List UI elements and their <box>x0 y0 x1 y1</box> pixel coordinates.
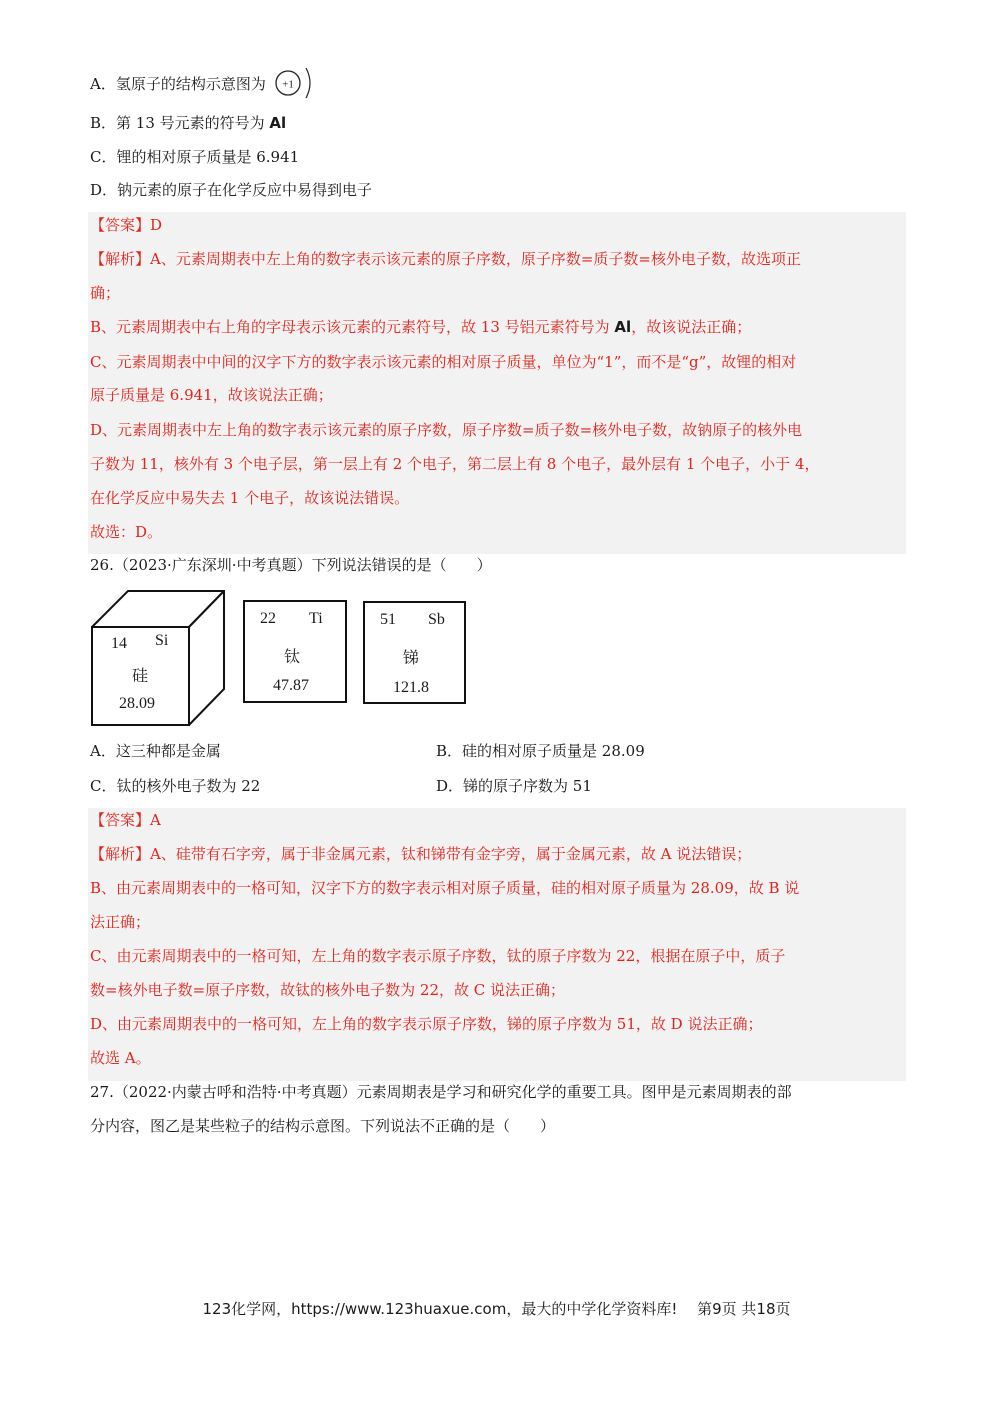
analysis-26-line-7: 故选 A。 <box>90 1049 151 1067</box>
al-symbol: Al <box>269 114 287 132</box>
analysis-26-line-4: C、由元素周期表中的一格可知，左上角的数字表示原子序数，钛的原子序数为 22，根据在原子中，质子 <box>90 947 786 965</box>
q26-option-d: D．锑的原子序数为 51 <box>436 777 592 795</box>
analysis-25-line-6: D、元素周期表中左上角的数字表示该元素的原子序数，原子序数=质子数=核外电子数，故钠原子的核外电 <box>90 421 803 439</box>
page-footer: 123化学网，https://www.123huaxue.com，最大的中学化学资料库! 第9页 共18页 <box>202 1300 791 1318</box>
si-symbol: Si <box>155 632 169 649</box>
option-b <box>90 113 286 133</box>
option-d: D．钠元素的原子在化学反应中易得到电子 <box>90 181 373 199</box>
element-cell-si <box>91 590 225 726</box>
option-a-text: A．氢原子的结构示意图为 <box>90 75 266 93</box>
al-symbol-answer: Al <box>614 318 632 336</box>
si-name: 硅 <box>132 666 149 685</box>
analysis-25-line-1: 【解析】A、元素周期表中左上角的数字表示该元素的原子序数，原子序数=质子数=核外电子数，故选项正 <box>90 250 801 268</box>
analysis-25-line-2: 确； <box>90 284 121 302</box>
analysis-25-line-3 <box>90 317 751 337</box>
si-atomic-number: 14 <box>111 635 127 652</box>
ti-symbol: Ti <box>309 610 323 627</box>
q26-option-c: C．钛的核外电子数为 22 <box>90 777 261 795</box>
analysis-25-line-7: 子数为 11，核外有 3 个电子层，第一层上有 2 个电子，第二层上有 8 个电子，最外层有 1 个电子，小于 4， <box>90 455 820 473</box>
analysis-25-line-5: 原子质量是 6.941，故该说法正确； <box>90 386 333 404</box>
analysis-25-line-9: 故选：D。 <box>90 523 163 541</box>
option-b-text: B．第 13 号元素的符号为 <box>90 114 270 132</box>
element-cell-ti <box>243 600 347 703</box>
sb-mass: 121.8 <box>393 679 429 696</box>
analysis-26-line-6: D、由元素周期表中的一格可知，左上角的数字表示原子序数，锑的原子序数为 51，故 D 说法正确； <box>90 1015 763 1033</box>
ti-atomic-number: 22 <box>260 610 276 627</box>
si-mass: 28.09 <box>119 695 155 712</box>
sb-symbol: Sb <box>428 611 445 628</box>
question-27-line-2: 分内容，图乙是某些粒子的结构示意图。下列说法不正确的是（ ） <box>90 1117 556 1135</box>
answer-26: 【答案】A <box>90 811 161 829</box>
question-27-line-1: 27.（2022·内蒙古呼和浩特·中考真题）元素周期表是学习和研究化学的重要工具。图甲是元素周期表的部 <box>90 1083 792 1101</box>
element-cell-sb <box>363 601 466 704</box>
hydrogen-atom-diagram <box>273 70 321 100</box>
analysis-25-line-8: 在化学反应中易失去 1 个电子，故该说法错误。 <box>90 489 410 507</box>
option-c: C．锂的相对原子质量是 6.941 <box>90 148 300 166</box>
analysis-26-line-3: 法正确； <box>90 913 151 931</box>
answer-25: 【答案】D <box>90 216 163 234</box>
analysis-25-line-3-text: B、元素周期表中右上角的字母表示该元素的元素符号，故 13 号铝元素符号为 <box>90 318 615 336</box>
ti-name: 钛 <box>284 647 301 666</box>
nucleus-charge-label: +1 <box>281 78 294 91</box>
ti-mass: 47.87 <box>273 677 309 694</box>
sb-atomic-number: 51 <box>380 611 396 628</box>
analysis-26-line-5: 数=核外电子数=原子序数，故钛的核外电子数为 22，故 C 说法正确； <box>90 981 566 999</box>
analysis-26-line-1: 【解析】A、硅带有石字旁，属于非金属元素，钛和锑带有金字旁，属于金属元素，故 A 说法错误； <box>90 845 752 863</box>
analysis-26-line-2: B、由元素周期表中的一格可知，汉字下方的数字表示相对原子质量，硅的相对原子质量为 28.09，故 B 说 <box>90 879 800 897</box>
analysis-25-line-4: C、元素周期表中中间的汉字下方的数字表示该元素的相对原子质量，单位为“1”，而不是“g”，故锂的相对 <box>90 353 797 371</box>
q26-option-a: A．这三种都是金属 <box>90 742 221 760</box>
question-26-stem: 26.（2023·广东深圳·中考真题）下列说法错误的是（ ） <box>90 556 492 574</box>
sb-name: 锑 <box>403 648 420 667</box>
analysis-25-line-3-tail: ，故该说法正确； <box>631 318 752 336</box>
q26-option-b: B．硅的相对原子质量是 28.09 <box>436 742 645 760</box>
option-a <box>90 70 321 100</box>
